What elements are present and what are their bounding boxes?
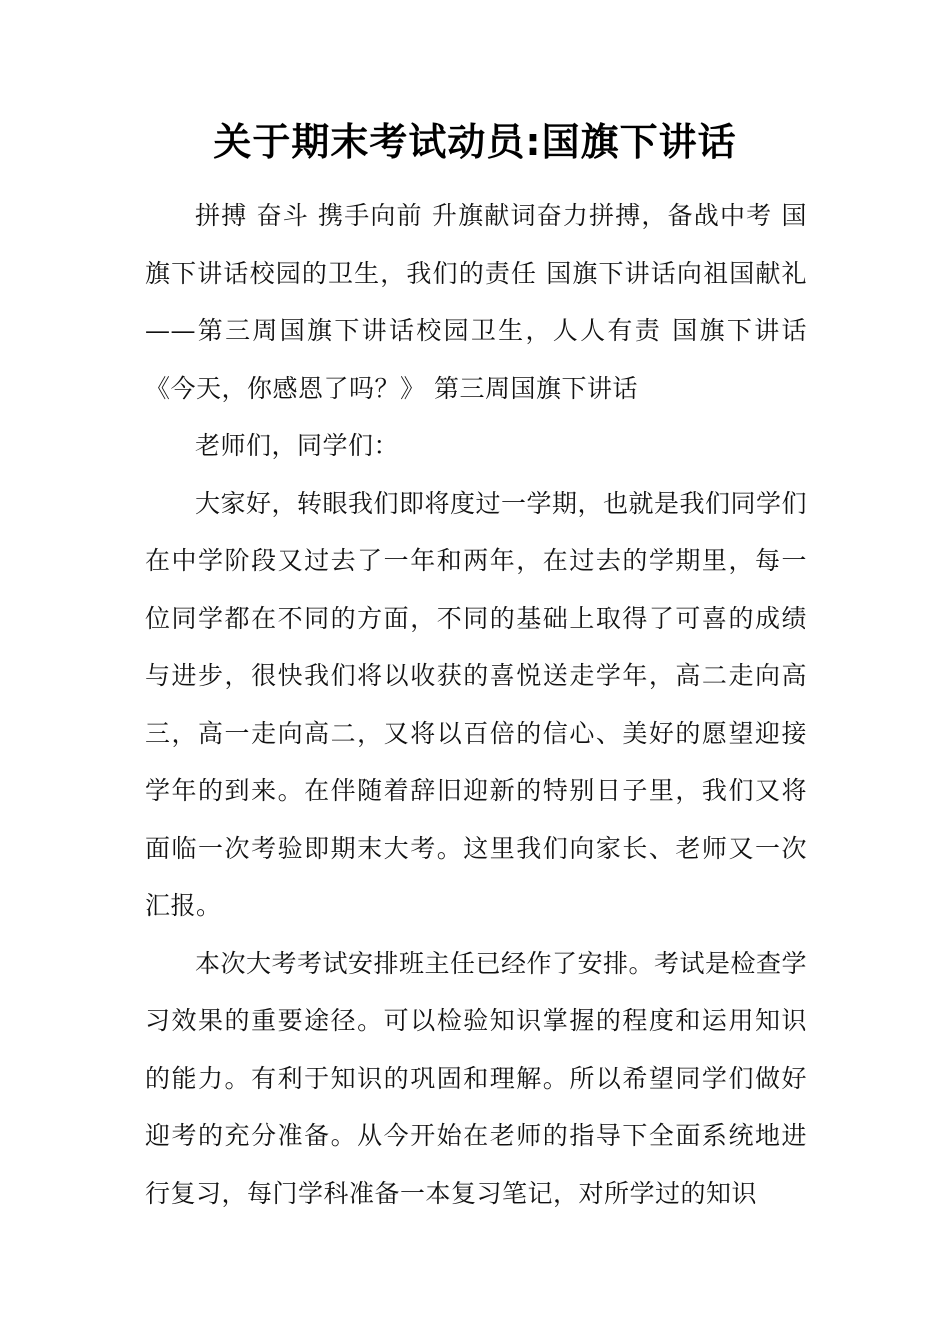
document-body bbox=[145, 187, 807, 1222]
paragraph-greeting: 老师们，同学们： bbox=[195, 431, 400, 460]
document-title: 关于期末考试动员:国旗下讲话 bbox=[213, 120, 737, 164]
paragraph-semester-review: 大家好，转眼我们即将度过一学期，也就是我们同学们在中学阶段又过去了一年和两年，在过去的学期里，每一位同学都在不同的方面，不同的基础上取得了可喜的成绩与进步，很快我们将以收获的喜悦送走学年，高二走向高三，高一走向高二，又将以百倍的信心、美好的愿望迎接学年的到来。在伴随着辞旧迎新的特别日子里，我们又将面临一次考验即期末大考。这里我们向家长、老师又一次汇报。 bbox=[145, 488, 808, 920]
paragraph-intro-links: 拼搏 奋斗 携手向前 升旗献词奋力拼搏，备战中考 国旗下讲话校园的卫生，我们的责任 国旗下讲话向祖国献礼——第三周国旗下讲话校园卫生，人人有责 国旗下讲话《今天，你感恩了吗？》 第三周国旗下讲话 bbox=[145, 201, 807, 403]
paragraph-exam-preparation: 本次大考考试安排班主任已经作了安排。考试是检查学习效果的重要途径。可以检验知识掌握的程度和运用知识的能力。有利于知识的巩固和理解。所以希望同学们做好迎考的充分准备。从今开始在老师的指导下全面系统地进行复习，每门学科准备一本复习笔记，对所学过的知识 bbox=[145, 948, 808, 1208]
